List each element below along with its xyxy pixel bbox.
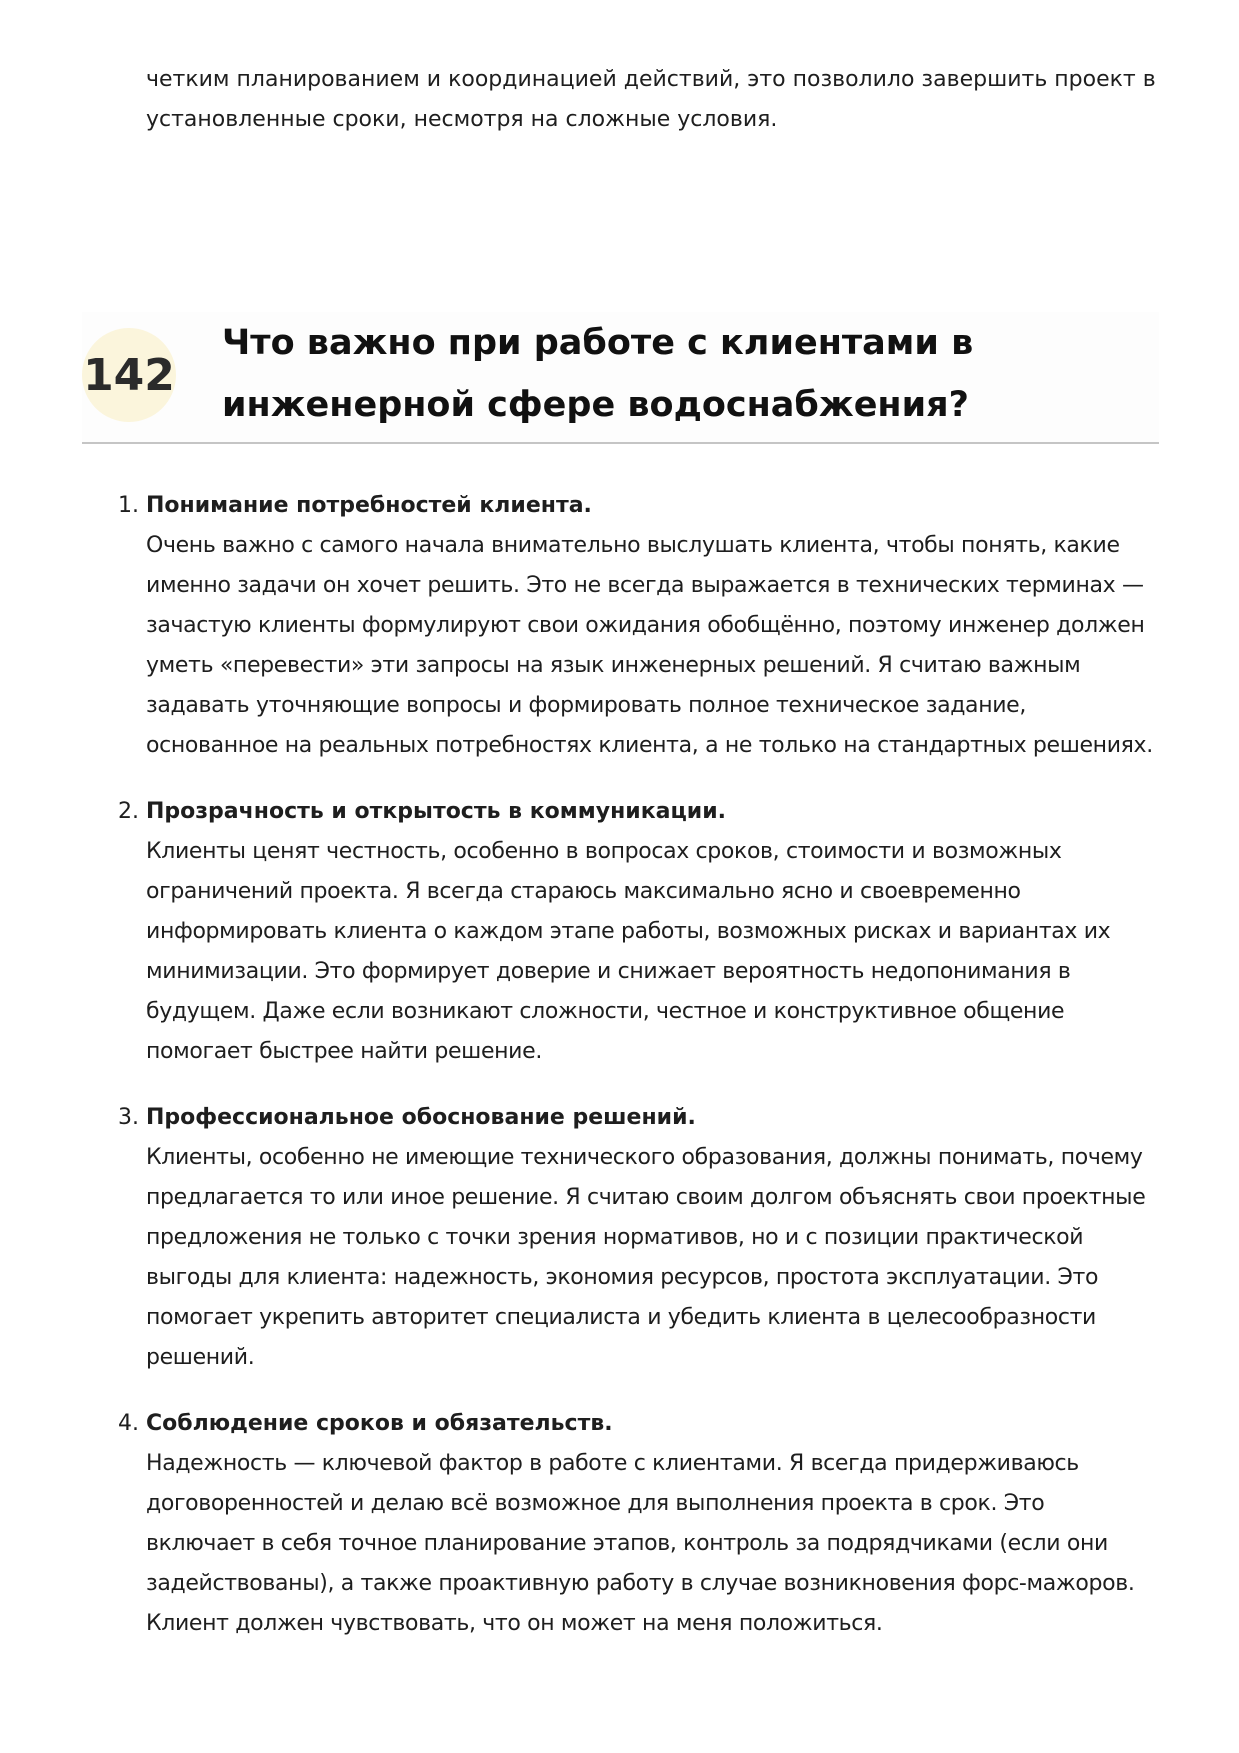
list-item-heading: Соблюдение сроков и обязательств. bbox=[146, 1411, 613, 1436]
list-item-heading: Понимание потребностей клиента. bbox=[146, 493, 592, 518]
intro-paragraph: четким планированием и координацией действий, это позволило завершить проект в установленные сроки, несмотря на сложные условия. bbox=[146, 67, 1156, 132]
list-item bbox=[118, 792, 1156, 1072]
section-header bbox=[82, 312, 1159, 444]
list-item-number: 2. bbox=[118, 799, 139, 824]
list-item bbox=[118, 1404, 1156, 1644]
list-item-number: 1. bbox=[118, 493, 139, 518]
list-item-number: 4. bbox=[118, 1411, 139, 1436]
section-title: Что важно при работе с клиентами в инженерной сфере водоснабжения? bbox=[222, 323, 974, 425]
answer-list bbox=[118, 486, 1156, 1670]
list-item-number: 3. bbox=[118, 1105, 139, 1130]
list-item-heading: Профессиональное обоснование решений. bbox=[146, 1105, 696, 1130]
list-item-body: Надежность — ключевой фактор в работе с клиентами. Я всегда придерживаюсь договоренностей и делаю всё возможное для выполнения проекта в срок. Это включает в себя точное планирование этапов, контроль за подрядчиками (если они задействованы), а также проактивную работу в случае возникновения форс-мажоров. Клиент должен чувствовать, что он может на меня положиться. bbox=[146, 1451, 1135, 1636]
list-item-body: Очень важно с самого начала внимательно выслушать клиента, чтобы понять, какие именно задачи он хочет решить. Это не всегда выражается в технических терминах — зачастую клиенты формулируют свои ожидания обобщённо, поэтому инженер должен уметь «перевести» эти запросы на язык инженерных решений. Я считаю важным задавать уточняющие вопросы и формировать полное техническое задание, основанное на реальных потребностях клиента, а не только на стандартных решениях. bbox=[146, 533, 1153, 758]
list-item-body: Клиенты, особенно не имеющие технического образования, должны понимать, почему предлагается то или иное решение. Я считаю своим долгом объяснять свои проектные предложения не только с точки зрения нормативов, но и с позиции практической выгоды для клиента: надежность, экономия ресурсов, простота эксплуатации. Это помогает укрепить авторитет специалиста и убедить клиента в целесообразности решений. bbox=[146, 1145, 1146, 1370]
question-number-badge: 142 bbox=[82, 328, 176, 422]
list-item-heading: Прозрачность и открытость в коммуникации. bbox=[146, 799, 726, 824]
list-item bbox=[118, 1098, 1156, 1378]
list-item bbox=[118, 486, 1156, 766]
list-item-body: Клиенты ценят честность, особенно в вопросах сроков, стоимости и возможных ограничений проекта. Я всегда стараюсь максимально ясно и своевременно информировать клиента о каждом этапе работы, возможных рисках и вариантах их минимизации. Это формирует доверие и снижает вероятность недопонимания в будущем. Даже если возникают сложности, честное и конструктивное общение помогает быстрее найти решение. bbox=[146, 839, 1111, 1064]
